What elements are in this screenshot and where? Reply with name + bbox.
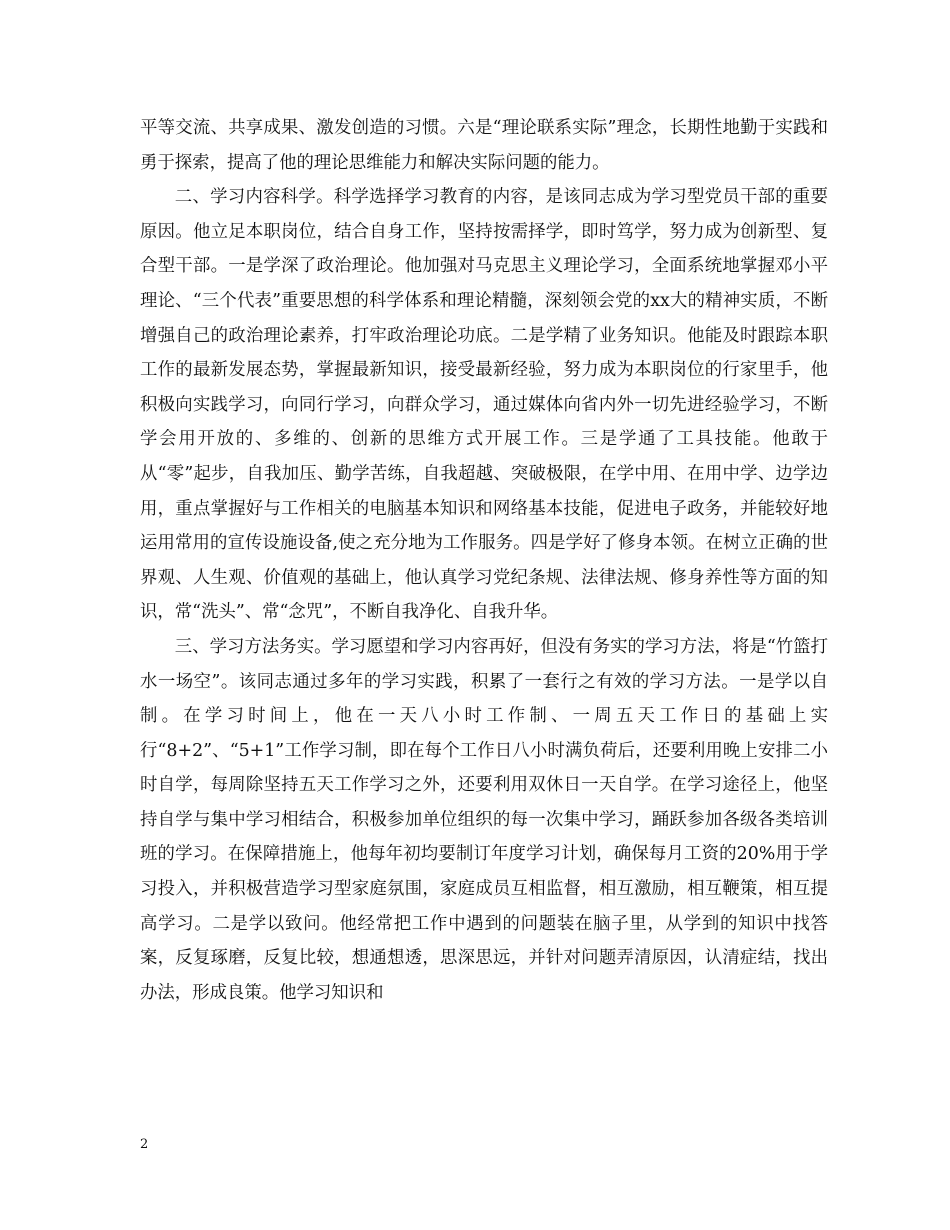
page-number: 2 [140,1137,149,1152]
body-text [140,111,828,1010]
paragraph-study-content: 二、学习内容科学。科学选择学习教育的内容，是该同志成为学习型党员干部的重要原因。他立足本职岗位，结合自身工作，坚持按需择学，即时笃学，努力成为创新型、复合型干部。一是学深了政治理论。他加强对马克思主义理论学习，全面系统地掌握邓小平理论、“三个代表”重要思想的科学体系和理论精髓，深刻领会党的xx大的精神实质，不断增强自己的政治理论素养，打牢政治理论功底。二是学精了业务知识。他能及时跟踪本职工作的最新发展态势，掌握最新知识，接受最新经验，努力成为本职岗位的行家里手，他积极向实践学习，向同行学习，向群众学习，通过媒体向省内外一切先进经验学习，不断学会用开放的、多维的、创新的思维方式开展工作。三是学通了工具技能。他敢于从“零”起步，自我加压、勤学苦练，自我超越、突破极限，在学中用、在用中学、边学边用，重点掌握好与工作相关的电脑基本知识和网络基本技能，促进电子政务，并能较好地运用常用的宣传设施设备,使之充分地为工作服务。四是学好了修身本领。在树立正确的世界观、人生观、价值观的基础上，他认真学习党纪条规、法律法规、修身养性等方面的知识，常“洗头”、常“念咒”，不断自我净化、自我升华。 [140,187,828,623]
paragraph-study-method: 三、学习方法务实。学习愿望和学习内容再好，但没有务实的学习方法，将是“竹篮打水一场空”。该同志通过多年的学习实践，积累了一套行之有效的学习方法。一是学以自制。在学习时间上，他在一天八小时工作制、一周五天工作日的基础上实行“8+2”、“5+1”工作学习制，即在每个工作日八小时满负荷后，还要利用晚上安排二小时自学，每周除坚持五天工作学习之外，还要利用双休日一天自学。在学习途径上，他坚持自学与集中学习相结合，积极参加单位组织的每一次集中学习，踊跃参加各级各类培训班的学习。在保障措施上，他每年初均要制订年度学习计划，确保每月工资的20%用于学习投入，并积极营造学习型家庭氛围，家庭成员互相监督，相互激励，相互鞭策，相互提高学习。二是学以致问。他经常把工作中遇到的问题装在脑子里，从学到的知识中找答案，反复琢磨，反复比较，想通想透，思深思远，并针对问题弄清原因，认清症结，找出办法，形成良策。他学习知识和 [140,636,828,1003]
paragraph-continuation: 平等交流、共享成果、激发创造的习惯。六是“理论联系实际”理念，长期性地勤于实践和勇于探索，提高了他的理论思维能力和解决实际问题的能力。 [140,118,828,173]
